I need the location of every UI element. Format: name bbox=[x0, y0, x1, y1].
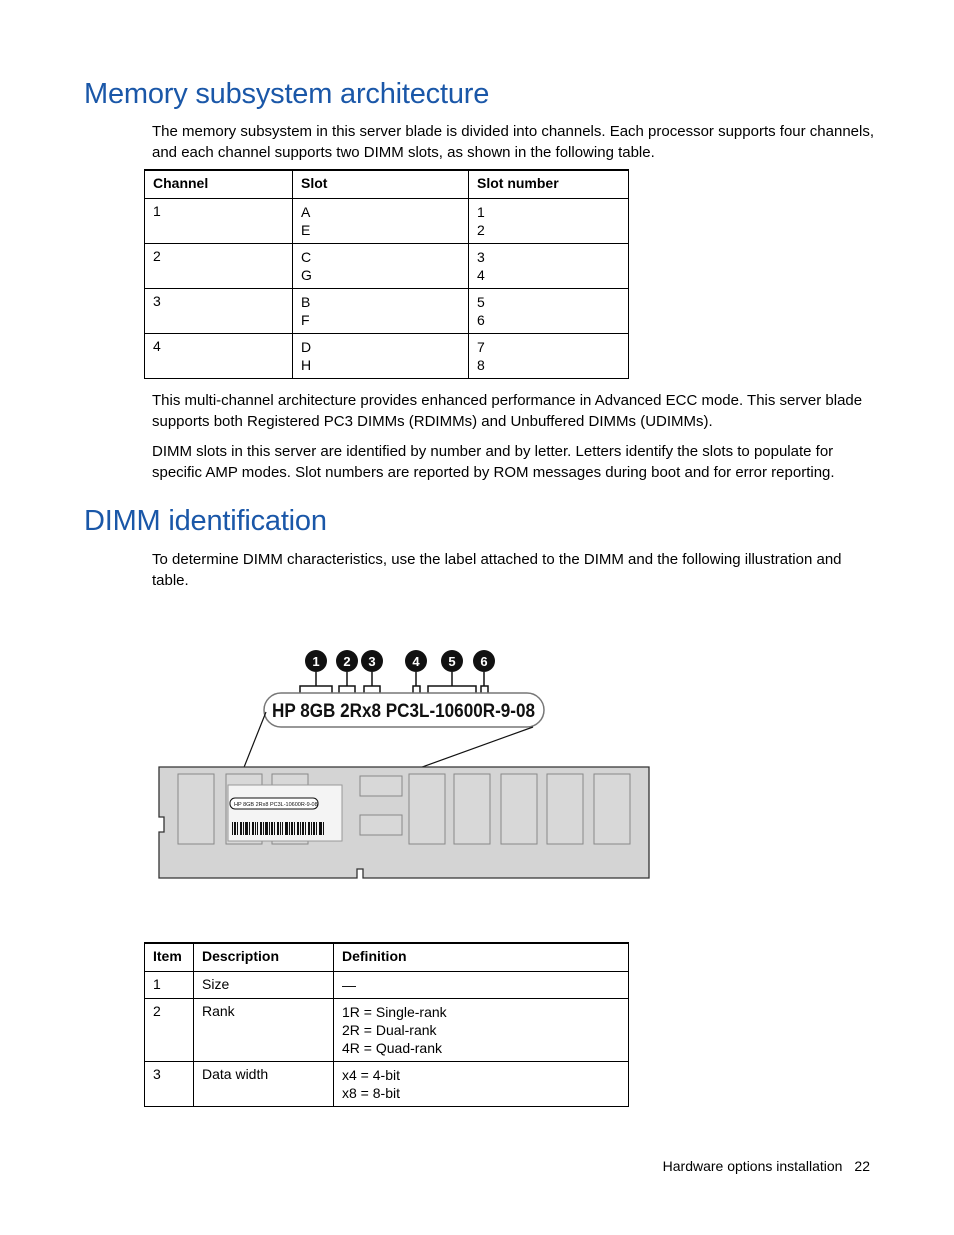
definition-line: x8 = 8-bit bbox=[342, 1085, 400, 1101]
svg-text:3: 3 bbox=[368, 654, 376, 669]
svg-text:4: 4 bbox=[412, 654, 420, 669]
table-row bbox=[145, 1062, 629, 1107]
slot-identification-paragraph: DIMM slots in this server are identified by number and by letter. Letters identify the slots to populate for specific AMP modes. Slot numbers are reported by ROM messages during boot and for error reporting. bbox=[152, 443, 835, 481]
svg-text:5: 5 bbox=[448, 654, 456, 669]
svg-text:1: 1 bbox=[312, 654, 320, 669]
table-row bbox=[145, 289, 629, 334]
col-header-definition: Definition bbox=[334, 943, 629, 972]
callout-2-icon bbox=[336, 650, 358, 672]
table-row bbox=[145, 199, 629, 244]
slot-number-cell bbox=[469, 334, 629, 379]
channel-slot-table bbox=[144, 169, 629, 379]
col-header-slot-number: Slot number bbox=[469, 170, 629, 199]
slot-number: 8 bbox=[477, 357, 485, 373]
table-row bbox=[145, 334, 629, 379]
slot-letter: B bbox=[301, 294, 311, 310]
page-footer bbox=[651, 1158, 870, 1174]
footer-section-title: Hardware options installation bbox=[662, 1158, 843, 1174]
page-number: 22 bbox=[854, 1158, 870, 1174]
callout-1-icon bbox=[305, 650, 327, 672]
item-cell: 2 bbox=[145, 999, 194, 1062]
slot-number-cell bbox=[469, 289, 629, 334]
slot-number: 1 bbox=[477, 204, 485, 220]
slot-letter: C bbox=[301, 249, 312, 265]
slot-number: 4 bbox=[477, 267, 485, 283]
channel-cell: 2 bbox=[145, 244, 293, 289]
table-row bbox=[145, 972, 629, 999]
slot-number: 7 bbox=[477, 339, 485, 355]
definition-cell bbox=[334, 999, 629, 1062]
dimm-definition-table bbox=[144, 942, 629, 1107]
col-header-item: Item bbox=[145, 943, 194, 972]
col-header-description: Description bbox=[194, 943, 334, 972]
slot-number: 6 bbox=[477, 312, 485, 328]
definition-line: 4R = Quad-rank bbox=[342, 1040, 442, 1056]
slot-cell bbox=[293, 289, 469, 334]
slot-number-cell bbox=[469, 199, 629, 244]
slot-letter: D bbox=[301, 339, 312, 355]
definition-line: x4 = 4-bit bbox=[342, 1067, 400, 1083]
callout-4-icon bbox=[405, 650, 427, 672]
description-cell: Size bbox=[194, 972, 334, 999]
definition-line: — bbox=[342, 977, 356, 993]
slot-number: 2 bbox=[477, 222, 485, 238]
definition-cell bbox=[334, 972, 629, 999]
table-row bbox=[145, 999, 629, 1062]
slot-letter: A bbox=[301, 204, 311, 220]
section-title-dimm-identification: DIMM identification bbox=[84, 505, 327, 537]
item-cell: 3 bbox=[145, 1062, 194, 1107]
table-header-row bbox=[145, 943, 629, 972]
callout-3-icon bbox=[361, 650, 383, 672]
col-header-channel: Channel bbox=[145, 170, 293, 199]
slot-cell bbox=[293, 244, 469, 289]
enlarged-label-text: HP 8GB 2Rx8 PC3L-10600R-9-08 bbox=[272, 701, 535, 722]
slot-number-cell bbox=[469, 244, 629, 289]
channel-cell: 4 bbox=[145, 334, 293, 379]
description-cell: Data width bbox=[194, 1062, 334, 1107]
slot-number: 5 bbox=[477, 294, 485, 310]
channel-cell: 3 bbox=[145, 289, 293, 334]
slot-letter: H bbox=[301, 357, 312, 373]
dimm-module bbox=[159, 767, 649, 878]
dimm-identification-intro: To determine DIMM characteristics, use the label attached to the DIMM and the following illustration and table. bbox=[152, 551, 842, 589]
table-header-row bbox=[145, 170, 629, 199]
slot-number: 3 bbox=[477, 249, 485, 265]
svg-text:2: 2 bbox=[343, 654, 351, 669]
callout-6-icon bbox=[473, 650, 495, 672]
slot-letter: E bbox=[301, 222, 311, 238]
description-cell: Rank bbox=[194, 999, 334, 1062]
slot-letter: F bbox=[301, 312, 310, 328]
memory-intro-paragraph: The memory subsystem in this server blade is divided into channels. Each processor supports four channels, and each channel supports two DIMM slots, as shown in the following table. bbox=[152, 123, 875, 161]
callout-5-icon bbox=[441, 650, 463, 672]
architecture-paragraph: This multi-channel architecture provides enhanced performance in Advanced ECC mode. This server blade supports both Registered PC3 DIMMs (RDIMMs) and Unbuffered DIMMs (UDIMMs). bbox=[152, 392, 863, 430]
dimm-label-illustration bbox=[150, 640, 660, 890]
slot-letter: G bbox=[301, 267, 312, 283]
item-cell: 1 bbox=[145, 972, 194, 999]
slot-cell bbox=[293, 334, 469, 379]
dimm-sticker-label-text: HP 8GB 2Rx8 PC3L-10600R-9-08 bbox=[234, 802, 318, 808]
slot-cell bbox=[293, 199, 469, 244]
svg-text:6: 6 bbox=[480, 654, 488, 669]
definition-cell bbox=[334, 1062, 629, 1107]
definition-line: 1R = Single-rank bbox=[342, 1004, 447, 1020]
section-title-memory: Memory subsystem architecture bbox=[84, 78, 490, 110]
col-header-slot: Slot bbox=[293, 170, 469, 199]
definition-line: 2R = Dual-rank bbox=[342, 1022, 437, 1038]
table-row bbox=[145, 244, 629, 289]
channel-cell: 1 bbox=[145, 199, 293, 244]
